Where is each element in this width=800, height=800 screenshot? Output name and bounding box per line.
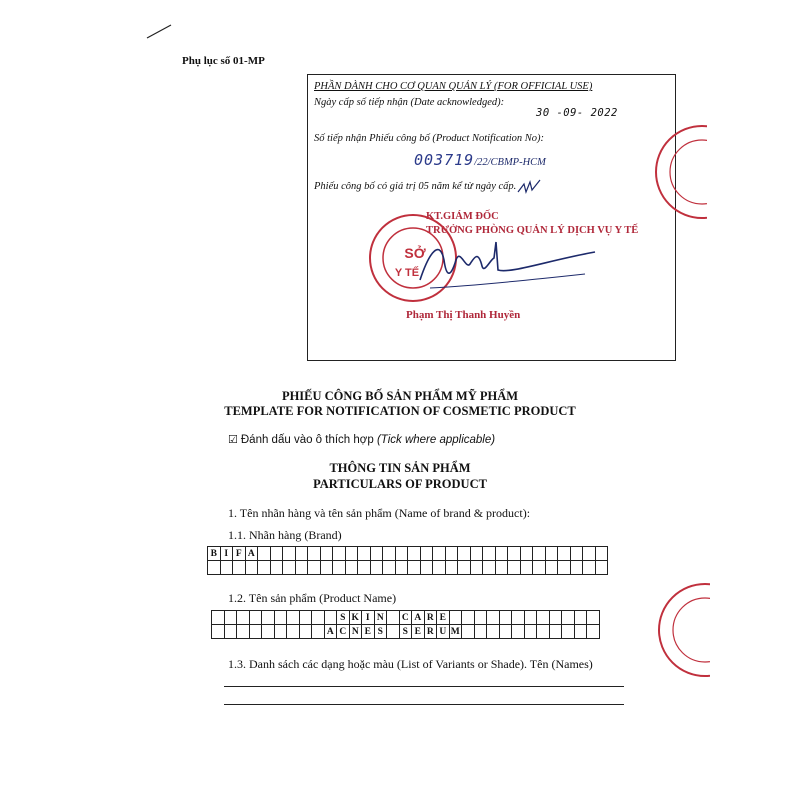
letter-cell	[212, 611, 225, 625]
letter-cell	[508, 561, 521, 575]
letter-cell	[470, 561, 483, 575]
letter-cell: R	[424, 625, 437, 639]
letter-cell: R	[424, 611, 437, 625]
letter-cell: C	[399, 611, 412, 625]
letter-cell	[249, 625, 262, 639]
letter-cell	[520, 547, 533, 561]
notification-number-digits: 003719	[414, 151, 475, 169]
letter-cell	[208, 561, 221, 575]
letter-cell	[520, 561, 533, 575]
letter-cell	[458, 561, 471, 575]
letter-cell	[458, 547, 471, 561]
letter-cell	[224, 625, 237, 639]
letter-cell	[274, 611, 287, 625]
letter-cell	[233, 561, 246, 575]
letter-cell	[462, 625, 475, 639]
letter-cell	[487, 611, 500, 625]
letter-cell	[258, 561, 271, 575]
signer-name: Phạm Thị Thanh Huyền	[406, 309, 521, 321]
letter-cell: A	[245, 547, 258, 561]
letter-cell: S	[337, 611, 350, 625]
sign-title-2: TRƯỞNG PHÒNG QUẢN LÝ DỊCH VỤ Y TẾ	[426, 225, 639, 236]
letter-cell	[574, 611, 587, 625]
letter-cell	[333, 561, 346, 575]
letter-cell	[274, 625, 287, 639]
letter-cell: A	[412, 611, 425, 625]
letter-cell	[570, 547, 583, 561]
date-acknowledged-value: 30 -09- 2022	[536, 107, 618, 119]
handwritten-signature	[410, 230, 600, 300]
letter-cell	[387, 625, 400, 639]
letter-cell	[474, 625, 487, 639]
letter-cell	[495, 547, 508, 561]
question-brand-product-name: 1. Tên nhãn hàng và tên sản phẩm (Name of brand & product):	[228, 506, 531, 520]
letter-cell	[445, 547, 458, 561]
letter-cell: N	[374, 611, 387, 625]
letter-cell	[537, 625, 550, 639]
letter-cell	[383, 547, 396, 561]
letter-cell	[420, 547, 433, 561]
brand-letter-grid	[207, 546, 608, 575]
partial-seal-right-top	[647, 122, 707, 222]
notification-number-value	[414, 151, 546, 169]
letter-cell	[474, 611, 487, 625]
letter-cell	[320, 561, 333, 575]
letter-cell	[395, 561, 408, 575]
letter-cell	[224, 611, 237, 625]
letter-cell: I	[220, 547, 233, 561]
letter-cell	[558, 561, 571, 575]
official-use-heading: PHẦN DÀNH CHO CƠ QUAN QUẢN LÝ (FOR OFFICIAL USE)	[314, 81, 593, 92]
letter-cell	[258, 547, 271, 561]
letter-cell	[524, 611, 537, 625]
letter-cell	[408, 547, 421, 561]
letter-cell	[249, 611, 262, 625]
letter-cell	[345, 547, 358, 561]
letter-cell: M	[450, 626, 460, 637]
letter-cell	[287, 611, 300, 625]
letter-cell	[562, 625, 575, 639]
letter-cell	[320, 547, 333, 561]
form-title-vietnamese: PHIẾU CÔNG BỐ SẢN PHẨM MỸ PHẨM	[281, 389, 519, 403]
letter-cell	[287, 625, 300, 639]
letter-cell	[299, 611, 312, 625]
letter-cell	[324, 611, 337, 625]
product-grid-row	[212, 625, 600, 639]
letter-cell	[545, 547, 558, 561]
letter-cell	[358, 561, 371, 575]
letter-cell	[299, 625, 312, 639]
letter-cell: K	[349, 611, 362, 625]
letter-cell	[433, 561, 446, 575]
letter-cell	[245, 561, 258, 575]
question-product-name: 1.2. Tên sản phẩm (Product Name)	[228, 591, 397, 605]
letter-cell	[595, 561, 608, 575]
letter-cell	[237, 625, 250, 639]
letter-cell	[487, 625, 500, 639]
letter-cell	[220, 561, 233, 575]
letter-cell	[283, 561, 296, 575]
letter-cell	[533, 561, 546, 575]
date-acknowledged-label: Ngày cấp số tiếp nhận (Date acknowledged):	[314, 97, 505, 108]
letter-cell	[549, 611, 562, 625]
letter-cell	[462, 611, 475, 625]
letter-cell	[262, 625, 275, 639]
letter-cell	[383, 561, 396, 575]
form-title-english: TEMPLATE FOR NOTIFICATION OF COSMETIC PRODUCT	[224, 404, 576, 418]
letter-cell	[545, 561, 558, 575]
notification-number-label: Số tiếp nhận Phiếu công bố (Product Notification No):	[314, 133, 544, 144]
letter-cell	[445, 561, 458, 575]
letter-cell	[295, 561, 308, 575]
letter-cell	[449, 611, 462, 625]
letter-cell	[583, 547, 596, 561]
letter-cell	[549, 625, 562, 639]
answer-line	[224, 686, 624, 687]
letter-cell	[587, 611, 600, 625]
letter-cell: I	[362, 611, 375, 625]
letter-cell: S	[374, 625, 387, 639]
letter-cell	[312, 625, 325, 639]
letter-cell: B	[208, 547, 221, 561]
letter-cell	[308, 547, 321, 561]
letter-cell	[570, 561, 583, 575]
sign-title-1: KT.GIÁM ĐỐC	[426, 211, 499, 222]
letter-cell: E	[437, 611, 450, 625]
letter-cell	[512, 611, 525, 625]
letter-cell	[470, 547, 483, 561]
letter-cell: U	[437, 625, 450, 639]
letter-cell	[558, 547, 571, 561]
seal-text-1: SỞ	[404, 245, 426, 261]
letter-cell: E	[412, 625, 425, 639]
letter-cell	[395, 547, 408, 561]
answer-line	[224, 704, 624, 705]
letter-cell: F	[233, 547, 246, 561]
letter-cell	[262, 611, 275, 625]
letter-cell	[508, 547, 521, 561]
letter-cell	[595, 547, 608, 561]
brand-grid-row	[208, 547, 608, 561]
letter-cell	[283, 547, 296, 561]
letter-cell	[295, 547, 308, 561]
letter-cell: A	[324, 625, 337, 639]
pen-stroke-mark	[145, 22, 175, 42]
seal-text-2: Y TẾ	[394, 267, 420, 279]
letter-cell	[420, 561, 433, 575]
product-name-letter-grid	[211, 610, 600, 639]
question-brand: 1.1. Nhãn hàng (Brand)	[228, 528, 342, 542]
product-grid-row	[212, 611, 600, 625]
letter-cell	[358, 547, 371, 561]
letter-cell	[370, 561, 383, 575]
letter-cell	[212, 625, 225, 639]
initial-signature	[516, 178, 546, 198]
letter-cell	[499, 625, 512, 639]
letter-cell	[270, 547, 283, 561]
section-title-vietnamese: THÔNG TIN SẢN PHẨM	[329, 461, 471, 475]
letter-cell	[370, 547, 383, 561]
letter-cell	[433, 547, 446, 561]
letter-cell	[270, 561, 283, 575]
checkbox-icon: ☑	[228, 433, 238, 446]
letter-cell	[574, 625, 587, 639]
letter-cell	[312, 611, 325, 625]
letter-cell	[345, 561, 358, 575]
letter-cell	[587, 625, 600, 639]
official-use-box	[307, 74, 676, 361]
letter-cell: C	[337, 625, 350, 639]
letter-cell	[387, 611, 400, 625]
tick-instruction	[228, 433, 495, 446]
letter-cell	[308, 561, 321, 575]
letter-cell	[533, 547, 546, 561]
letter-cell	[562, 611, 575, 625]
letter-cell	[499, 611, 512, 625]
letter-cell	[483, 561, 496, 575]
letter-cell	[583, 561, 596, 575]
letter-cell	[333, 547, 346, 561]
letter-cell	[537, 611, 550, 625]
letter-cell: S	[399, 625, 412, 639]
letter-cell: N	[349, 625, 362, 639]
question-variants-list: 1.3. Danh sách các dạng hoặc màu (List of Variants or Shade). Tên (Names)	[228, 657, 593, 671]
letter-cell	[524, 625, 537, 639]
letter-cell	[408, 561, 421, 575]
notification-number-suffix: /22/CBMP-HCM	[474, 157, 546, 168]
section-title-english: PARTICULARS OF PRODUCT	[313, 477, 487, 491]
letter-cell	[512, 625, 525, 639]
appendix-number: Phụ lục số 01-MP	[182, 55, 265, 67]
validity-note: Phiếu công bố có giá trị 05 năm kể từ ngày cấp.	[314, 181, 517, 192]
letter-cell	[483, 547, 496, 561]
partial-seal-right-bottom	[650, 580, 710, 680]
letter-cell: E	[362, 625, 375, 639]
tick-instruction-vi: Đánh dấu vào ô thích hợp	[240, 434, 374, 446]
letter-cell	[495, 561, 508, 575]
tick-instruction-en: (Tick where applicable)	[376, 434, 496, 446]
letter-cell	[237, 611, 250, 625]
brand-grid-row	[208, 561, 608, 575]
